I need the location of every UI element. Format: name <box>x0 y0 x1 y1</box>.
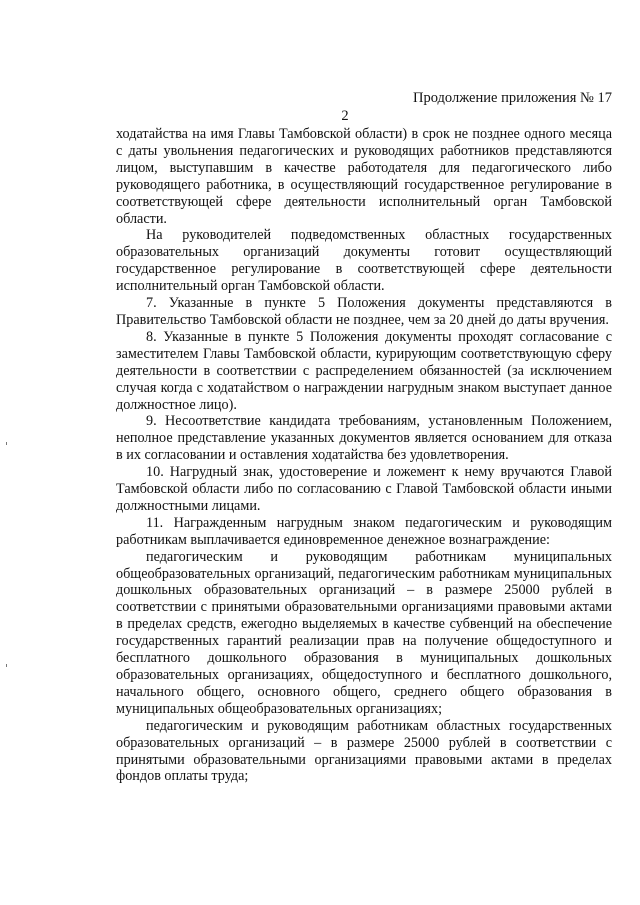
paragraph-item-8: 8. Указанные в пункте 5 Положения документы проходят согласование с заместителем Главы Тамбовской области, курирующим соответствующую сферу деятельности в соответствии с распределением обязанностей (за исключением случая когда с ходатайством о награждении нагрудным знаком выступает данное должностное лицо). <box>116 328 612 413</box>
paragraph-regional-reward: педагогическим и руководящим работникам областных государственных образовательных организаций – в размере 25000 рублей в соответствии с принятыми образовательными организациями правовыми актами в пределах фондов оплаты труда; <box>116 717 612 785</box>
paragraph-continued: ходатайства на имя Главы Тамбовской области) в срок не позднее одного месяца с даты увольнения педагогических и руководящих работников представляются лицом, выступавшим в качестве работодателя для педагогического либо руководящего работника, в осуществляющий государственное регулирование в соответствующей сфере деятельности исполнительный орган Тамбовской области. <box>116 126 612 227</box>
paragraph-municipal-reward: педагогическим и руководящим работникам муниципальных общеобразовательных организаций, педагогическим работникам муниципальных дошкольных образовательных организаций – в размере 25000 рублей в соответствии с принятыми образовательными организациями правовыми актами в пределах средств, ежегодно выделяемых в качестве субвенций на обеспечение государственных гарантий реализации прав на получение общедоступного и бесплатного дошкольного образования в муниципальных дошкольных образовательных организациях, общедоступного и бесплатного дошкольного, начального общего, основного общего, среднего общего образования в муниципальных общеобразовательных организациях; <box>116 548 612 717</box>
scan-margin-mark <box>6 442 7 445</box>
paragraph-item-9: 9. Несоответствие кандидата требованиям, установленным Положением, неполное представление указанных документов является основанием для отказа в их согласовании и оставления ходатайства без удовлетворения. <box>116 413 612 464</box>
page-number: 2 <box>341 108 349 124</box>
paragraph-item-11: 11. Награжденным нагрудным знаком педагогическим и руководящим работникам выплачивается единовременное денежное вознаграждение: <box>116 514 612 548</box>
document-body <box>116 126 612 785</box>
scan-margin-mark <box>6 664 7 667</box>
paragraph-heads-of-organizations: На руководителей подведомственных областных государственных образовательных организаций документы готовит осуществляющий государственное регулирование в соответствующей сфере деятельности исполнительный орган Тамбовской области. <box>116 227 612 295</box>
appendix-continuation-header: Продолжение приложения № 17 <box>413 90 612 106</box>
paragraph-item-10: 10. Нагрудный знак, удостоверение и ложемент к нему вручаются Главой Тамбовской области либо по согласованию с Главой Тамбовской области иными должностными лицами. <box>116 464 612 514</box>
paragraph-item-7: 7. Указанные в пункте 5 Положения документы представляются в Правительство Тамбовской области не позднее, чем за 20 дней до даты вручения. <box>116 295 612 328</box>
